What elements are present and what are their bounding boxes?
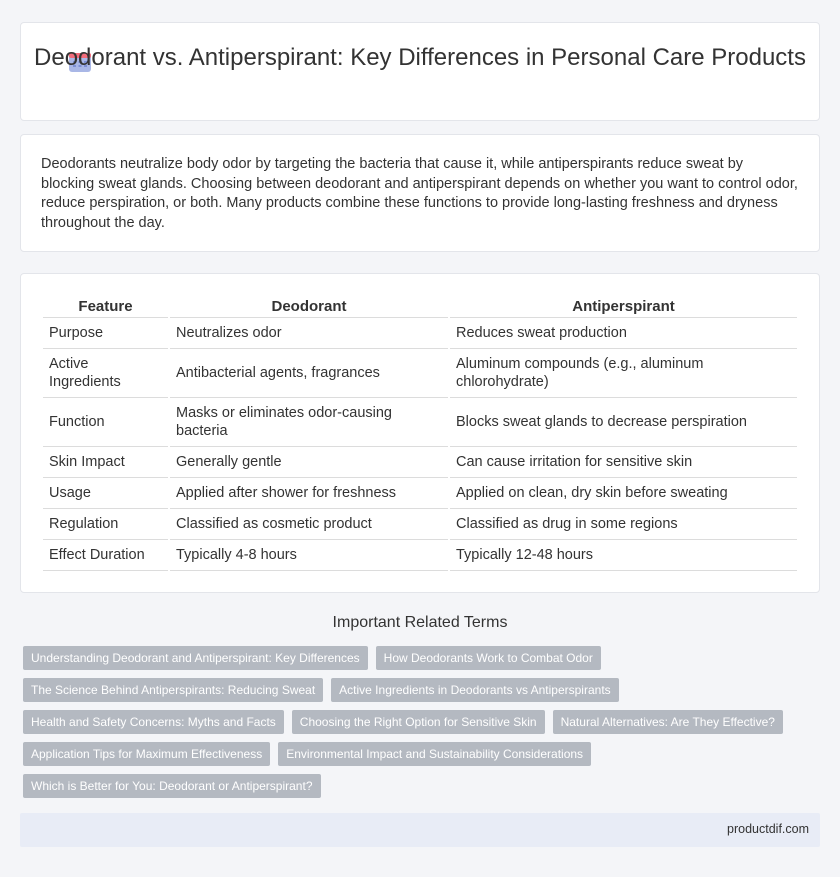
table-cell-deodorant: Applied after shower for freshness — [169, 477, 449, 508]
related-terms-tags — [23, 646, 803, 806]
table-cell-deodorant: Neutralizes odor — [169, 317, 449, 348]
tag-row — [23, 710, 803, 734]
intro-card — [20, 134, 820, 252]
table-cell-antiperspirant: Classified as drug in some regions — [449, 508, 797, 539]
footer-site-name[interactable]: productdif.com — [727, 822, 809, 836]
column-header-antiperspirant: Antiperspirant — [449, 293, 797, 317]
header-card — [20, 22, 820, 121]
intro-paragraph: Deodorants neutralize body odor by targeting the bacteria that cause it, while antiperspirants reduce sweat by blocking sweat glands. Choosing between deodorant and antiperspirant depends on whether you want to control odor, reduce perspiration, or both. Many products combine these functions to provide long-lasting freshness and dryness throughout the day. — [41, 156, 798, 231]
related-term-tag[interactable]: Health and Safety Concerns: Myths and Facts — [23, 710, 284, 734]
table-cell-antiperspirant: Can cause irritation for sensitive skin — [449, 446, 797, 477]
table-cell-feature: Effect Duration — [43, 539, 169, 570]
related-term-tag[interactable]: Natural Alternatives: Are They Effective? — [553, 710, 783, 734]
table-cell-antiperspirant: Reduces sweat production — [449, 317, 797, 348]
table-cell-deodorant: Generally gentle — [169, 446, 449, 477]
table-row — [43, 446, 797, 477]
table-cell-feature: Purpose — [43, 317, 169, 348]
table-row — [43, 317, 797, 348]
related-term-tag[interactable]: Choosing the Right Option for Sensitive Skin — [292, 710, 545, 734]
table-cell-feature: Active Ingredients — [43, 348, 169, 397]
table-row — [43, 348, 797, 397]
table-row — [43, 508, 797, 539]
related-term-tag[interactable]: Environmental Impact and Sustainability Considerations — [278, 742, 591, 766]
table-cell-feature: Skin Impact — [43, 446, 169, 477]
table-cell-antiperspirant: Aluminum compounds (e.g., aluminum chlorohydrate) — [449, 348, 797, 397]
tag-row — [23, 742, 803, 766]
related-term-tag[interactable]: How Deodorants Work to Combat Odor — [376, 646, 601, 670]
related-term-tag[interactable]: The Science Behind Antiperspirants: Reducing Sweat — [23, 678, 323, 702]
table-cell-feature: Usage — [43, 477, 169, 508]
comparison-table-card — [20, 273, 820, 593]
tag-row — [23, 678, 803, 702]
related-terms-heading: Important Related Terms — [332, 614, 508, 631]
table-cell-deodorant: Typically 4-8 hours — [169, 539, 449, 570]
table-header-row — [43, 293, 797, 317]
column-header-feature: Feature — [43, 293, 169, 317]
related-term-tag[interactable]: Which is Better for You: Deodorant or Antiperspirant? — [23, 774, 321, 798]
table-cell-deodorant: Antibacterial agents, fragrances — [169, 348, 449, 397]
related-term-tag[interactable]: Active Ingredients in Deodorants vs Antiperspirants — [331, 678, 618, 702]
comparison-table — [43, 293, 797, 571]
table-row — [43, 539, 797, 570]
table-cell-deodorant: Masks or eliminates odor-causing bacteria — [169, 397, 449, 446]
tag-row — [23, 774, 803, 798]
page-title: Deodorant vs. Antiperspirant: Key Differences in Personal Care Products — [34, 44, 806, 71]
table-row — [43, 477, 797, 508]
related-term-tag[interactable]: Application Tips for Maximum Effectiveness — [23, 742, 270, 766]
table-cell-antiperspirant: Applied on clean, dry skin before sweating — [449, 477, 797, 508]
column-header-deodorant: Deodorant — [169, 293, 449, 317]
table-cell-deodorant: Classified as cosmetic product — [169, 508, 449, 539]
related-term-tag[interactable]: Understanding Deodorant and Antiperspirant: Key Differences — [23, 646, 368, 670]
table-row — [43, 397, 797, 446]
footer — [20, 813, 820, 847]
table-cell-antiperspirant: Blocks sweat glands to decrease perspiration — [449, 397, 797, 446]
table-cell-feature: Regulation — [43, 508, 169, 539]
table-cell-feature: Function — [43, 397, 169, 446]
tag-row — [23, 646, 803, 670]
table-cell-antiperspirant: Typically 12-48 hours — [449, 539, 797, 570]
